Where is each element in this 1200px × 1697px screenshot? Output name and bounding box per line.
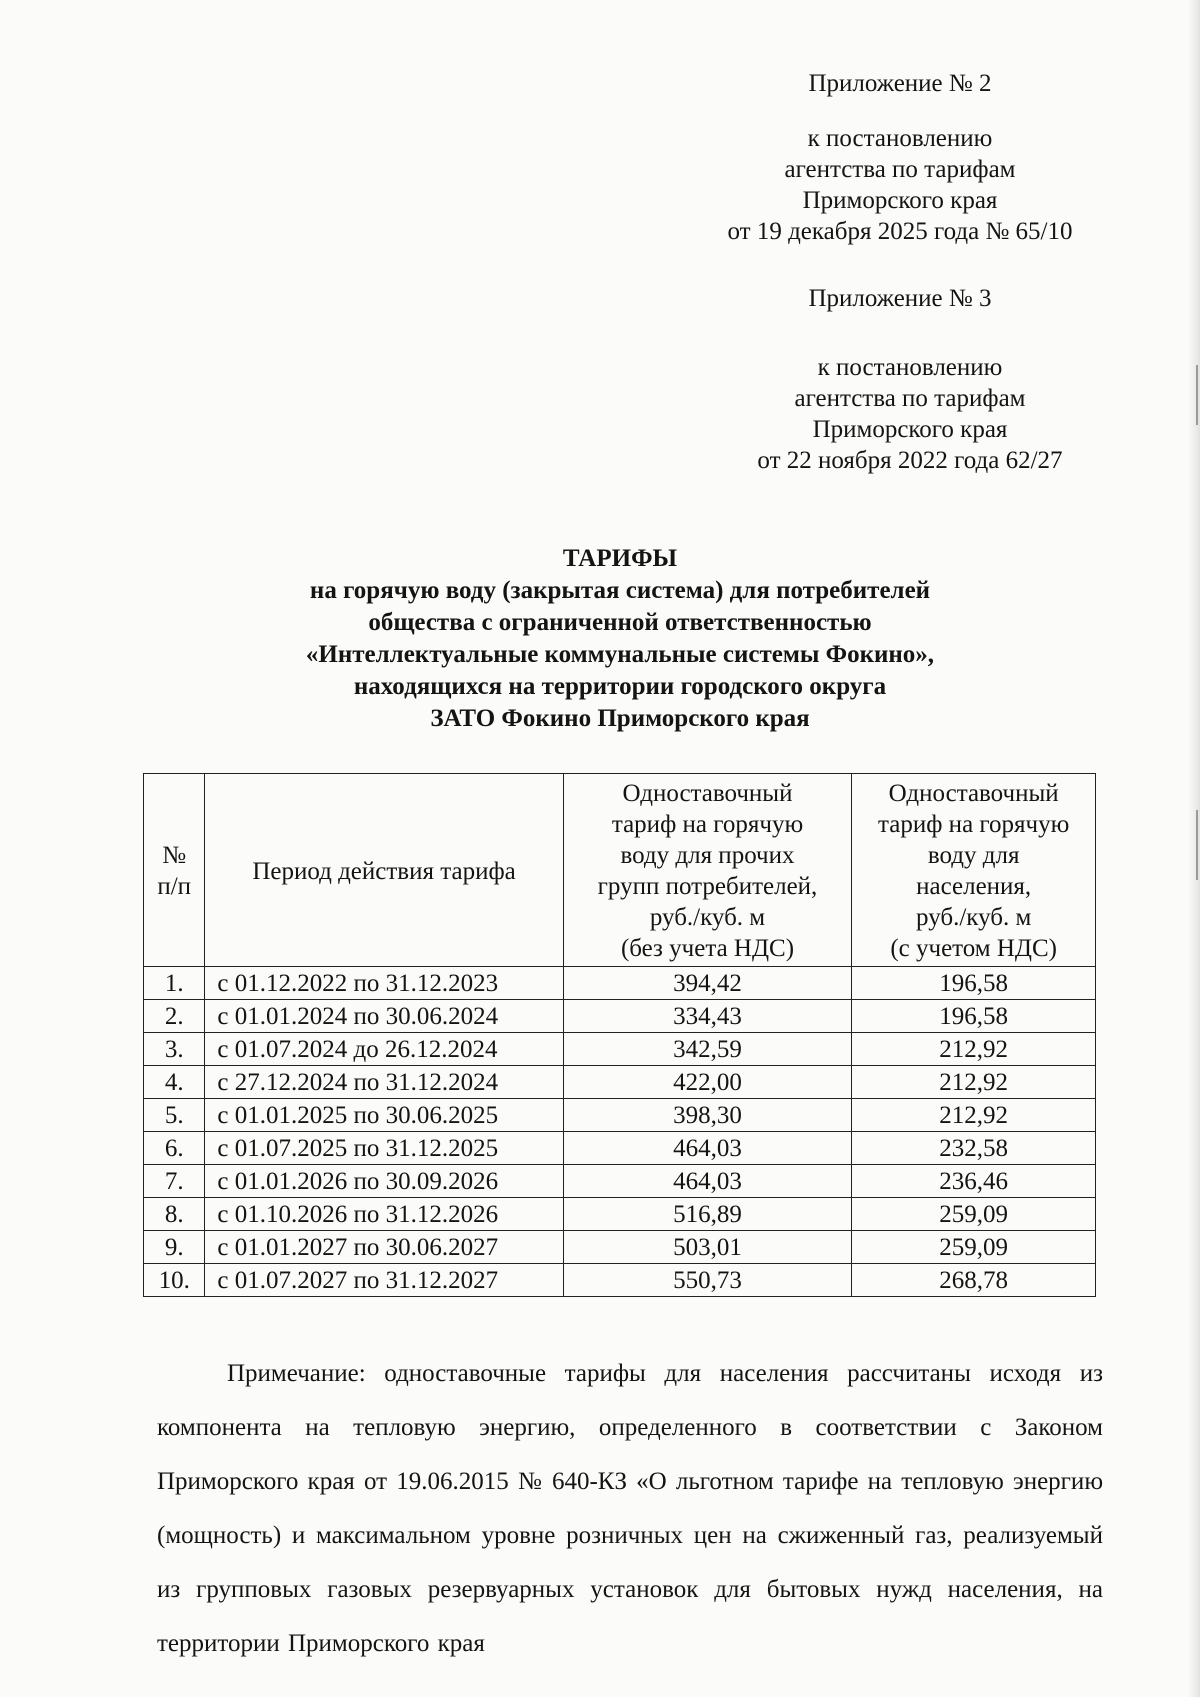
cell-population-tariff: 268,78 <box>852 1264 1096 1297</box>
cell-population-tariff: 212,92 <box>852 1033 1096 1066</box>
cell-other-tariff: 422,00 <box>563 1066 852 1099</box>
table-row <box>144 1264 1096 1297</box>
cell-population-tariff: 212,92 <box>852 1099 1096 1132</box>
table-row <box>144 1099 1096 1132</box>
annex-3-details <box>700 352 1120 476</box>
scan-edge-mark <box>1196 365 1198 425</box>
header-population-line: (с учетом НДС) <box>890 935 1057 962</box>
heading-line: на горячую воду (закрытая система) для потребителей <box>309 577 931 604</box>
annex-3-title-text: Приложение № 3 <box>808 285 992 312</box>
cell-period: с 01.01.2025 по 30.06.2025 <box>205 1099 563 1132</box>
header-population-line: воду для <box>927 842 1020 869</box>
scan-edge-mark <box>1196 810 1198 880</box>
cell-period: с 01.01.2024 по 30.06.2024 <box>205 1000 563 1033</box>
cell-period: с 01.10.2026 по 31.12.2026 <box>205 1198 563 1231</box>
header-population-line: руб./куб. м <box>916 904 1032 931</box>
cell-period: с 01.01.2027 по 30.06.2027 <box>205 1231 563 1264</box>
cell-num: 8. <box>144 1198 205 1231</box>
table-row <box>144 1066 1096 1099</box>
cell-other-tariff: 394,42 <box>563 967 852 1000</box>
cell-other-tariff: 550,73 <box>563 1264 852 1297</box>
cell-population-tariff: 232,58 <box>852 1132 1096 1165</box>
cell-other-tariff: 516,89 <box>563 1198 852 1231</box>
cell-population-tariff: 259,09 <box>852 1198 1096 1231</box>
header-other-line: Одноставочный <box>622 780 793 807</box>
cell-period: с 01.01.2026 по 30.09.2026 <box>205 1165 563 1198</box>
note-paragraph: Примечание: одноставочные тарифы для населения рассчитаны исходя из компонента на тепловую энергию, определенного в соответствии с Законом Приморского края от 19.06.2015 № 640-КЗ «О льготном тарифе на тепловую энергию (мощность) и максимальном уровне розничных цен на сжиженный газ, реализуемый из групповых газовых резервуарных установок для бытовых нужд населения, на территории Приморского края <box>157 1360 1103 1657</box>
cell-num: 4. <box>144 1066 205 1099</box>
cell-num: 9. <box>144 1231 205 1264</box>
annex-3-title <box>760 283 1040 314</box>
table-row <box>144 1231 1096 1264</box>
cell-other-tariff: 398,30 <box>563 1099 852 1132</box>
header-population-line: населения, <box>916 873 1032 900</box>
annex-2-details <box>680 123 1120 247</box>
tariffs-table <box>143 773 1096 1297</box>
header-other-line: тариф на горячую <box>611 811 804 838</box>
cell-num: 6. <box>144 1132 205 1165</box>
heading-line: ЗАТО Фокино Приморского края <box>430 705 810 732</box>
cell-num: 2. <box>144 1000 205 1033</box>
header-population-line: тариф на горячую <box>878 811 1070 838</box>
table-row <box>144 1198 1096 1231</box>
cell-num: 1. <box>144 967 205 1000</box>
table-row <box>144 1033 1096 1066</box>
header-num-line: п/п <box>157 873 192 900</box>
cell-num: 5. <box>144 1099 205 1132</box>
header-row <box>144 774 1096 967</box>
cell-other-tariff: 503,01 <box>563 1231 852 1264</box>
header-other-line: групп потребителей, <box>597 873 818 900</box>
cell-population-tariff: 196,58 <box>852 967 1096 1000</box>
cell-period: с 01.07.2025 по 31.12.2025 <box>205 1132 563 1165</box>
document-heading <box>150 543 1090 735</box>
cell-other-tariff: 464,03 <box>563 1132 852 1165</box>
annex-3-line: к постановлению <box>817 354 1003 381</box>
table-row <box>144 967 1096 1000</box>
annex-3-line: от 22 ноября 2022 года 62/27 <box>757 447 1063 474</box>
cell-num: 7. <box>144 1165 205 1198</box>
header-other-line: (без учета НДС) <box>620 935 795 962</box>
table-row <box>144 1132 1096 1165</box>
header-num <box>144 774 205 967</box>
annex-2-line: агентства по тарифам <box>784 156 1016 183</box>
cell-population-tariff: 259,09 <box>852 1231 1096 1264</box>
header-other-consumers <box>563 774 852 967</box>
annex-2-title-text: Приложение № 2 <box>808 70 992 97</box>
cell-period: с 01.07.2027 по 31.12.2027 <box>205 1264 563 1297</box>
tariffs-table-header <box>144 774 1096 967</box>
header-population-line: Одноставочный <box>888 780 1059 807</box>
heading-line: общества с ограниченной ответственностью <box>368 609 872 636</box>
table-row <box>144 1165 1096 1198</box>
heading-title: ТАРИФЫ <box>562 545 678 572</box>
header-num-line: № <box>162 842 187 869</box>
cell-period: с 27.12.2024 по 31.12.2024 <box>205 1066 563 1099</box>
cell-num: 3. <box>144 1033 205 1066</box>
annex-2-line: от 19 декабря 2025 года № 65/10 <box>727 218 1073 245</box>
header-other-line: руб./куб. м <box>649 904 766 931</box>
header-other-line: воду для прочих <box>620 842 795 869</box>
heading-line: «Интеллектуальные коммунальные системы Фокино», <box>305 641 935 668</box>
annex-2-line: Приморского края <box>802 187 998 214</box>
cell-other-tariff: 334,43 <box>563 1000 852 1033</box>
cell-num: 10. <box>144 1264 205 1297</box>
annex-2-line: к постановлению <box>807 125 993 152</box>
cell-population-tariff: 236,46 <box>852 1165 1096 1198</box>
header-population <box>852 774 1096 967</box>
cell-population-tariff: 212,92 <box>852 1066 1096 1099</box>
cell-population-tariff: 196,58 <box>852 1000 1096 1033</box>
heading-line: находящихся на территории городского округа <box>353 673 887 700</box>
tariffs-table-body <box>144 967 1096 1297</box>
header-period-line: Период действия тарифа <box>252 857 516 885</box>
annex-3-line: агентства по тарифам <box>794 385 1026 412</box>
cell-other-tariff: 464,03 <box>563 1165 852 1198</box>
annex-2-title <box>760 68 1040 99</box>
cell-period: с 01.12.2022 по 31.12.2023 <box>205 967 563 1000</box>
cell-period: с 01.07.2024 до 26.12.2024 <box>205 1033 563 1066</box>
annex-3-line: Приморского края <box>812 416 1008 443</box>
cell-other-tariff: 342,59 <box>563 1033 852 1066</box>
page-edge-shadow <box>1188 0 1200 1697</box>
table-row <box>144 1000 1096 1033</box>
header-period <box>205 774 563 967</box>
